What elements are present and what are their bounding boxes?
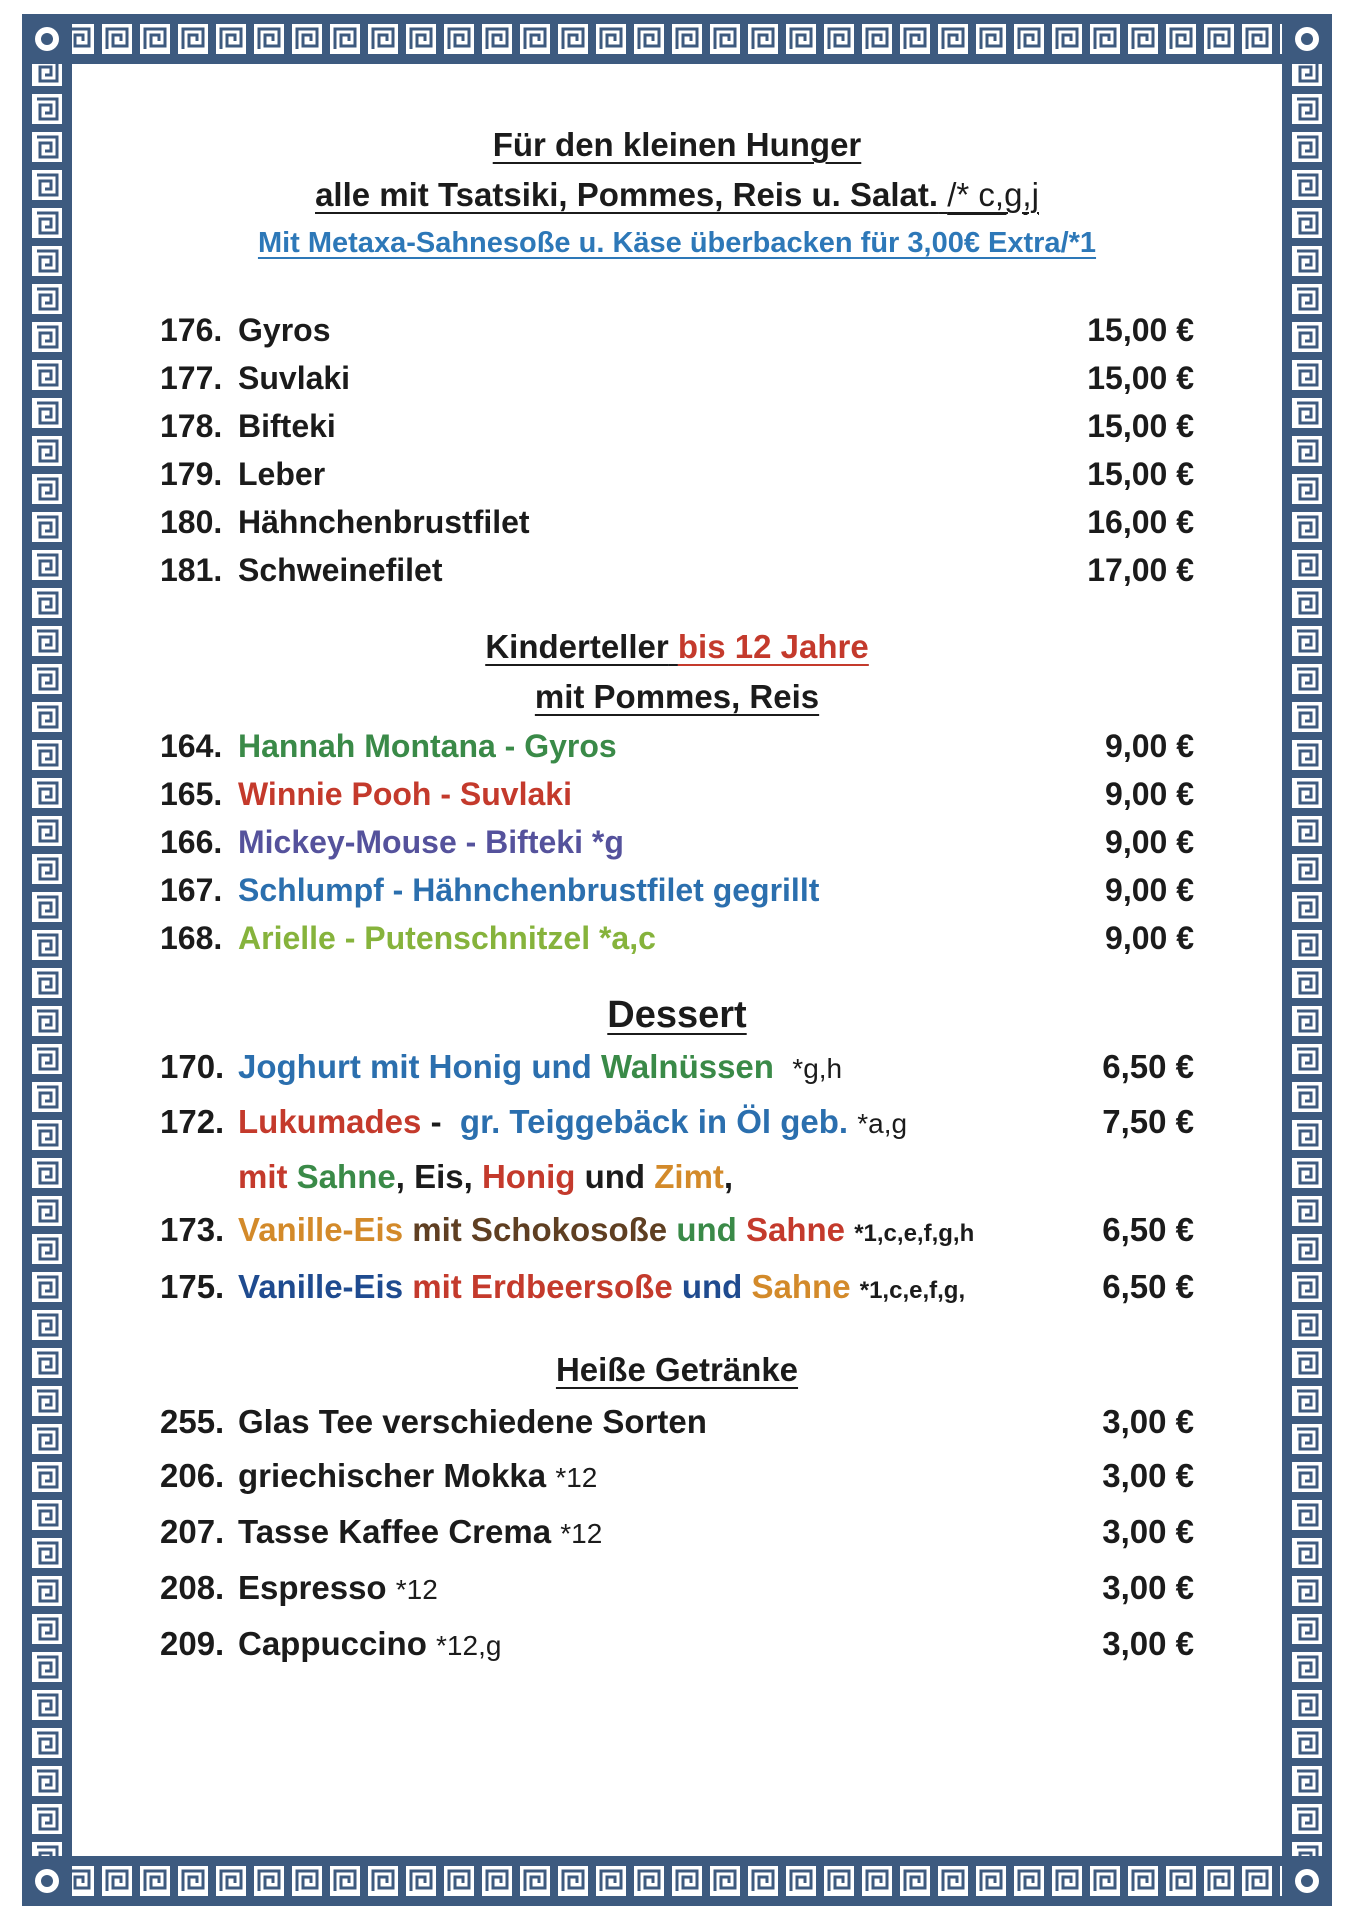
section-title-kinderteller: Kinderteller bis 12 Jahre: [485, 628, 869, 665]
greek-key-icon: [22, 1856, 1332, 1906]
menu-item: 177. Suvlaki 15,00 €: [160, 360, 1194, 396]
section-title-kleiner-hunger: Für den kleinen Hunger: [492, 126, 862, 163]
menu-item: 255. Glas Tee verschiedene Sorten 3,00 €: [160, 1403, 1194, 1440]
menu-item: 168. Arielle - Putenschnitzel *a,c 9,00 €: [160, 920, 1194, 956]
menu-item: 207. Tasse Kaffee Crema *12 3,00 €: [160, 1513, 1194, 1550]
menu-item: 178. Bifteki 15,00 €: [160, 408, 1194, 444]
menu-item: 166. Mickey-Mouse - Bifteki *g 9,00 €: [160, 824, 1194, 860]
greek-key-icon: [1282, 14, 1332, 1906]
menu-item: 180. Hähnchenbrustfilet 16,00 €: [160, 504, 1194, 540]
menu-item: 173. Vanille-Eis mit Schokosoße und Sahne *1,c,e,f,g,h 6,50 €: [160, 1211, 1194, 1248]
menu-item: 165. Winnie Pooh - Suvlaki 9,00 €: [160, 776, 1194, 812]
section-title-dessert: Dessert: [607, 994, 747, 1036]
menu-item: 206. griechischer Mokka *12 3,00 €: [160, 1457, 1194, 1494]
menu-item: 164. Hannah Montana - Gyros 9,00 €: [160, 728, 1194, 764]
menu-item: 175. Vanille-Eis mit Erdbeersoße und Sahne *1,c,e,f,g, 6,50 €: [160, 1268, 1194, 1305]
menu-item-continuation: mit Sahne, Eis, Honig und Zimt,: [238, 1158, 734, 1195]
greek-key-icon: [22, 14, 72, 1906]
menu-item: 181. Schweinefilet 17,00 €: [160, 552, 1194, 588]
metaxa-note: Mit Metaxa-Sahnesoße u. Käse überbacken für 3,00€ Extra/*1: [257, 227, 1097, 259]
menu-item: 170. Joghurt mit Honig und Walnüssen *g,h 6,50 €: [160, 1048, 1194, 1085]
menu-item: 172. Lukumades - gr. Teiggebäck in Öl geb. *a,g 7,50 €: [160, 1103, 1194, 1140]
greek-key-icon: [22, 14, 1332, 64]
menu-page: [160, 120, 1194, 1673]
section-title-heisse-getraenke: Heiße Getränke: [555, 1351, 799, 1388]
menu-item: 179. Leber 15,00 €: [160, 456, 1194, 492]
menu-item: 167. Schlumpf - Hähnchenbrustfilet gegrillt 9,00 €: [160, 872, 1194, 908]
menu-item: 176. Gyros 15,00 €: [160, 312, 1194, 348]
menu-item: 209. Cappuccino *12,g 3,00 €: [160, 1625, 1194, 1662]
section-subtitle-beilagen: alle mit Tsatsiki, Pommes, Reis u. Salat. /* c,g,j: [315, 176, 1039, 213]
section-subtitle-kinderteller: mit Pommes, Reis: [534, 678, 820, 715]
menu-item: 208. Espresso *12 3,00 €: [160, 1569, 1194, 1606]
